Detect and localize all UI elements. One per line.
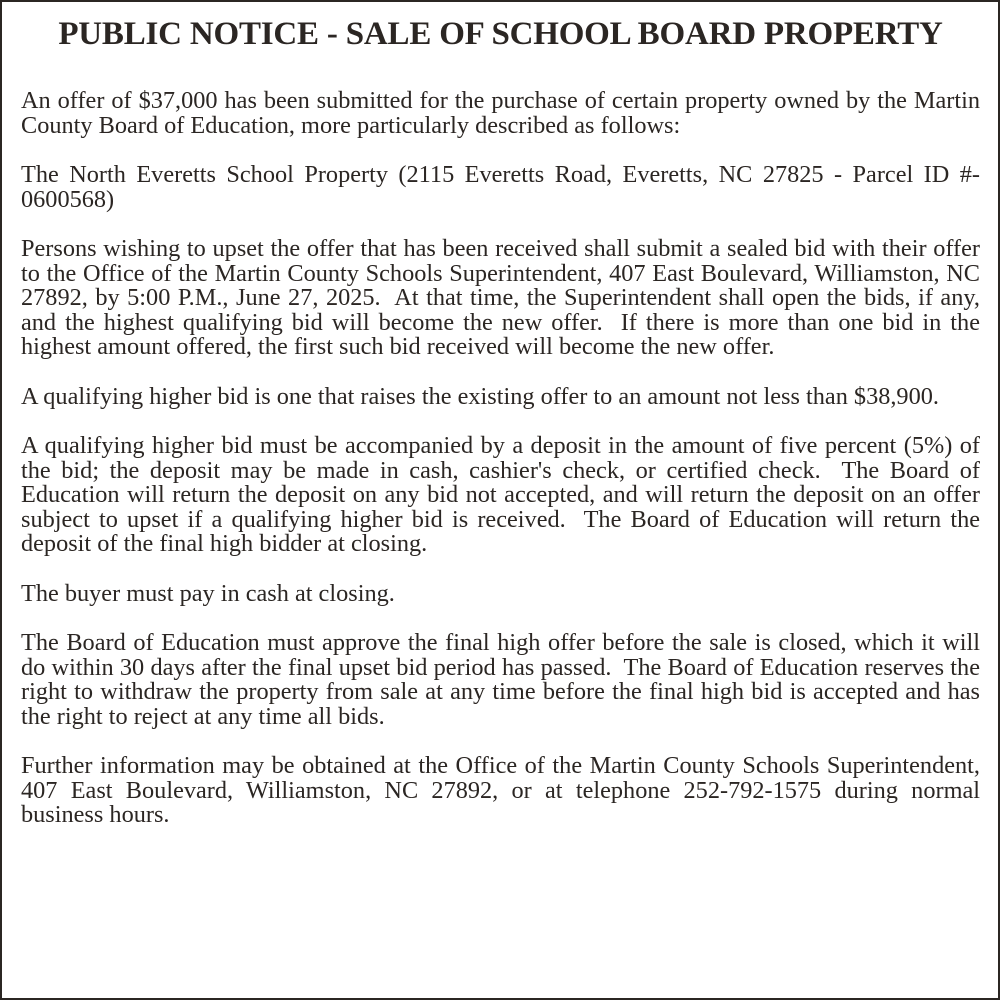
paragraph-contact: Further information may be obtained at the Office of the Martin County Schools Superintendent, 407 East Boulevard, Williamston, NC 27892, or at telephone 252-792-1575 during normal business hours. — [21, 752, 987, 828]
paragraph-offer: An offer of $37,000 has been submitted for the purchase of certain property owned by the Martin County Board of Education, more particularly described as follows: — [21, 87, 987, 139]
paragraph-deposit: A qualifying higher bid must be accompanied by a deposit in the amount of five percent (5%) of the bid; the deposit may be made in cash, cashier's check, or certified check. The Board of Education will return the deposit on any bid not accepted, and will return the deposit on an offer subject to upset if a qualifying higher bid is received. The Board of Education will return the deposit of the final high bidder at closing. — [21, 432, 987, 557]
paragraph-payment: The buyer must pay in cash at closing. — [21, 579, 395, 607]
paragraph-approval: The Board of Education must approve the final high offer before the sale is closed, which it will do within 30 days after the final upset bid period has passed. The Board of Education reserves the right to withdraw the property from sale at any time before the final high bid is accepted and has the right to reject at any time all bids. — [21, 629, 987, 730]
paragraph-qualifying-bid: A qualifying higher bid is one that raises the existing offer to an amount not less than $38,900. — [21, 382, 939, 410]
notice-title: PUBLIC NOTICE - SALE OF SCHOOL BOARD PROPERTY — [58, 16, 943, 52]
paragraph-property: The North Everetts School Property (2115 Everetts Road, Everetts, NC 27825 - Parcel ID #- 0600568) — [21, 161, 987, 213]
notice-body — [21, 87, 987, 828]
paragraph-upset-bid: Persons wishing to upset the offer that has been received shall submit a sealed bid with their offer to the Office of the Martin County Schools Superintendent, 407 East Boulevard, Williamston, NC 27892, by 5:00 P.M., June 27, 2025. At that time, the Superintendent shall open the bids, if any, and the highest qualifying bid will become the new offer. If there is more than one bid in the highest amount offered, the first such bid received will become the new offer. — [21, 235, 987, 360]
